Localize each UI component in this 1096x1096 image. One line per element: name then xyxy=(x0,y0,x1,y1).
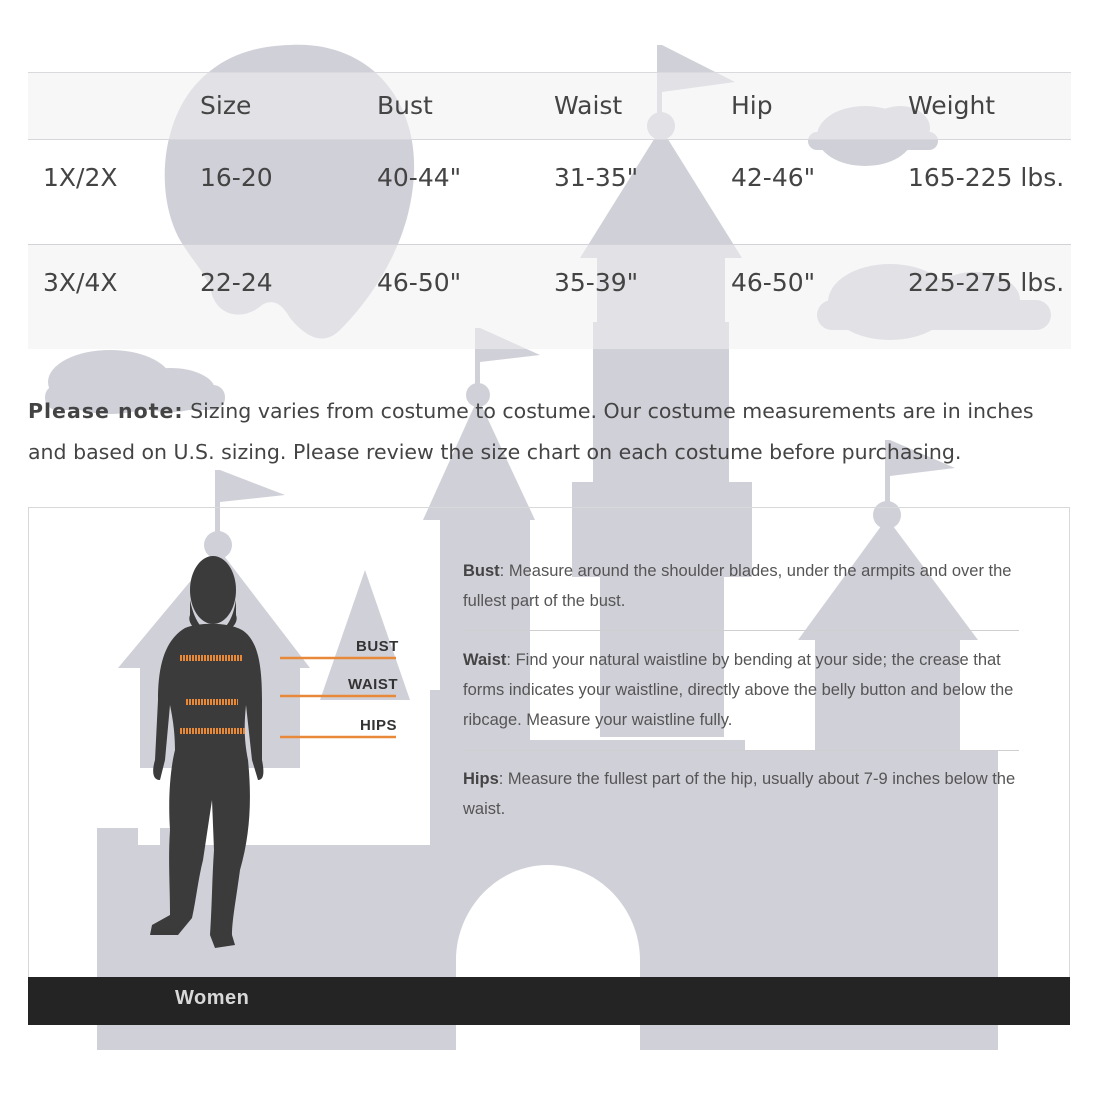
footer-bar xyxy=(28,977,1070,1025)
cell-size: 16-20 xyxy=(200,140,377,245)
cell-bust: 46-50" xyxy=(377,268,462,297)
waist-description xyxy=(463,645,1023,735)
bust-text: : Measure around the shoulder blades, under the armpits and over the fullest part of the bust. xyxy=(463,562,1012,610)
header-cell-weight: Weight xyxy=(908,73,1071,140)
note-label: Please note: xyxy=(28,399,184,423)
bust-description xyxy=(463,556,1023,616)
footer-label-women: Women xyxy=(175,987,250,1009)
waist-text: : Find your natural waistline by bending at your side; the crease that forms indicates your waistline, directly above the belly button and below the ribcage. Measure your waistline fully. xyxy=(463,651,1014,729)
cell-size: 22-24 xyxy=(200,268,273,297)
divider xyxy=(463,630,1019,631)
waist-term: Waist xyxy=(463,651,507,669)
bust-term: Bust xyxy=(463,562,500,580)
cell-hip: 42-46" xyxy=(731,140,908,245)
cell-waist: 31-35" xyxy=(554,140,731,245)
header-cell-waist: Waist xyxy=(554,73,731,140)
hips-term: Hips xyxy=(463,770,499,788)
waist-label: WAIST xyxy=(348,676,398,693)
cell-hip: 46-50" xyxy=(731,268,816,297)
hips-label: HIPS xyxy=(360,717,398,734)
row-label: 3X/4X xyxy=(43,268,118,297)
divider xyxy=(463,750,1019,751)
note-text: Sizing varies from costume to costume. Our costume measurements are in inches and based on U.S. sizing. Please review the size chart on each costume before purchasing. xyxy=(28,399,1034,464)
bust-label: BUST xyxy=(356,638,399,655)
cell-weight: 165-225 lbs. xyxy=(908,140,1071,245)
cell-weight: 225-275 lbs. xyxy=(908,268,1065,297)
cell-bust: 40-44" xyxy=(377,140,554,245)
cell-waist: 35-39" xyxy=(554,268,639,297)
header-cell-hip: Hip xyxy=(731,73,908,140)
row-label: 1X/2X xyxy=(28,140,200,245)
hips-text: : Measure the fullest part of the hip, usually about 7-9 inches below the waist. xyxy=(463,770,1016,818)
header-cell-bust: Bust xyxy=(377,73,554,140)
hips-description xyxy=(463,764,1023,824)
header-cell-size: Size xyxy=(200,73,377,140)
